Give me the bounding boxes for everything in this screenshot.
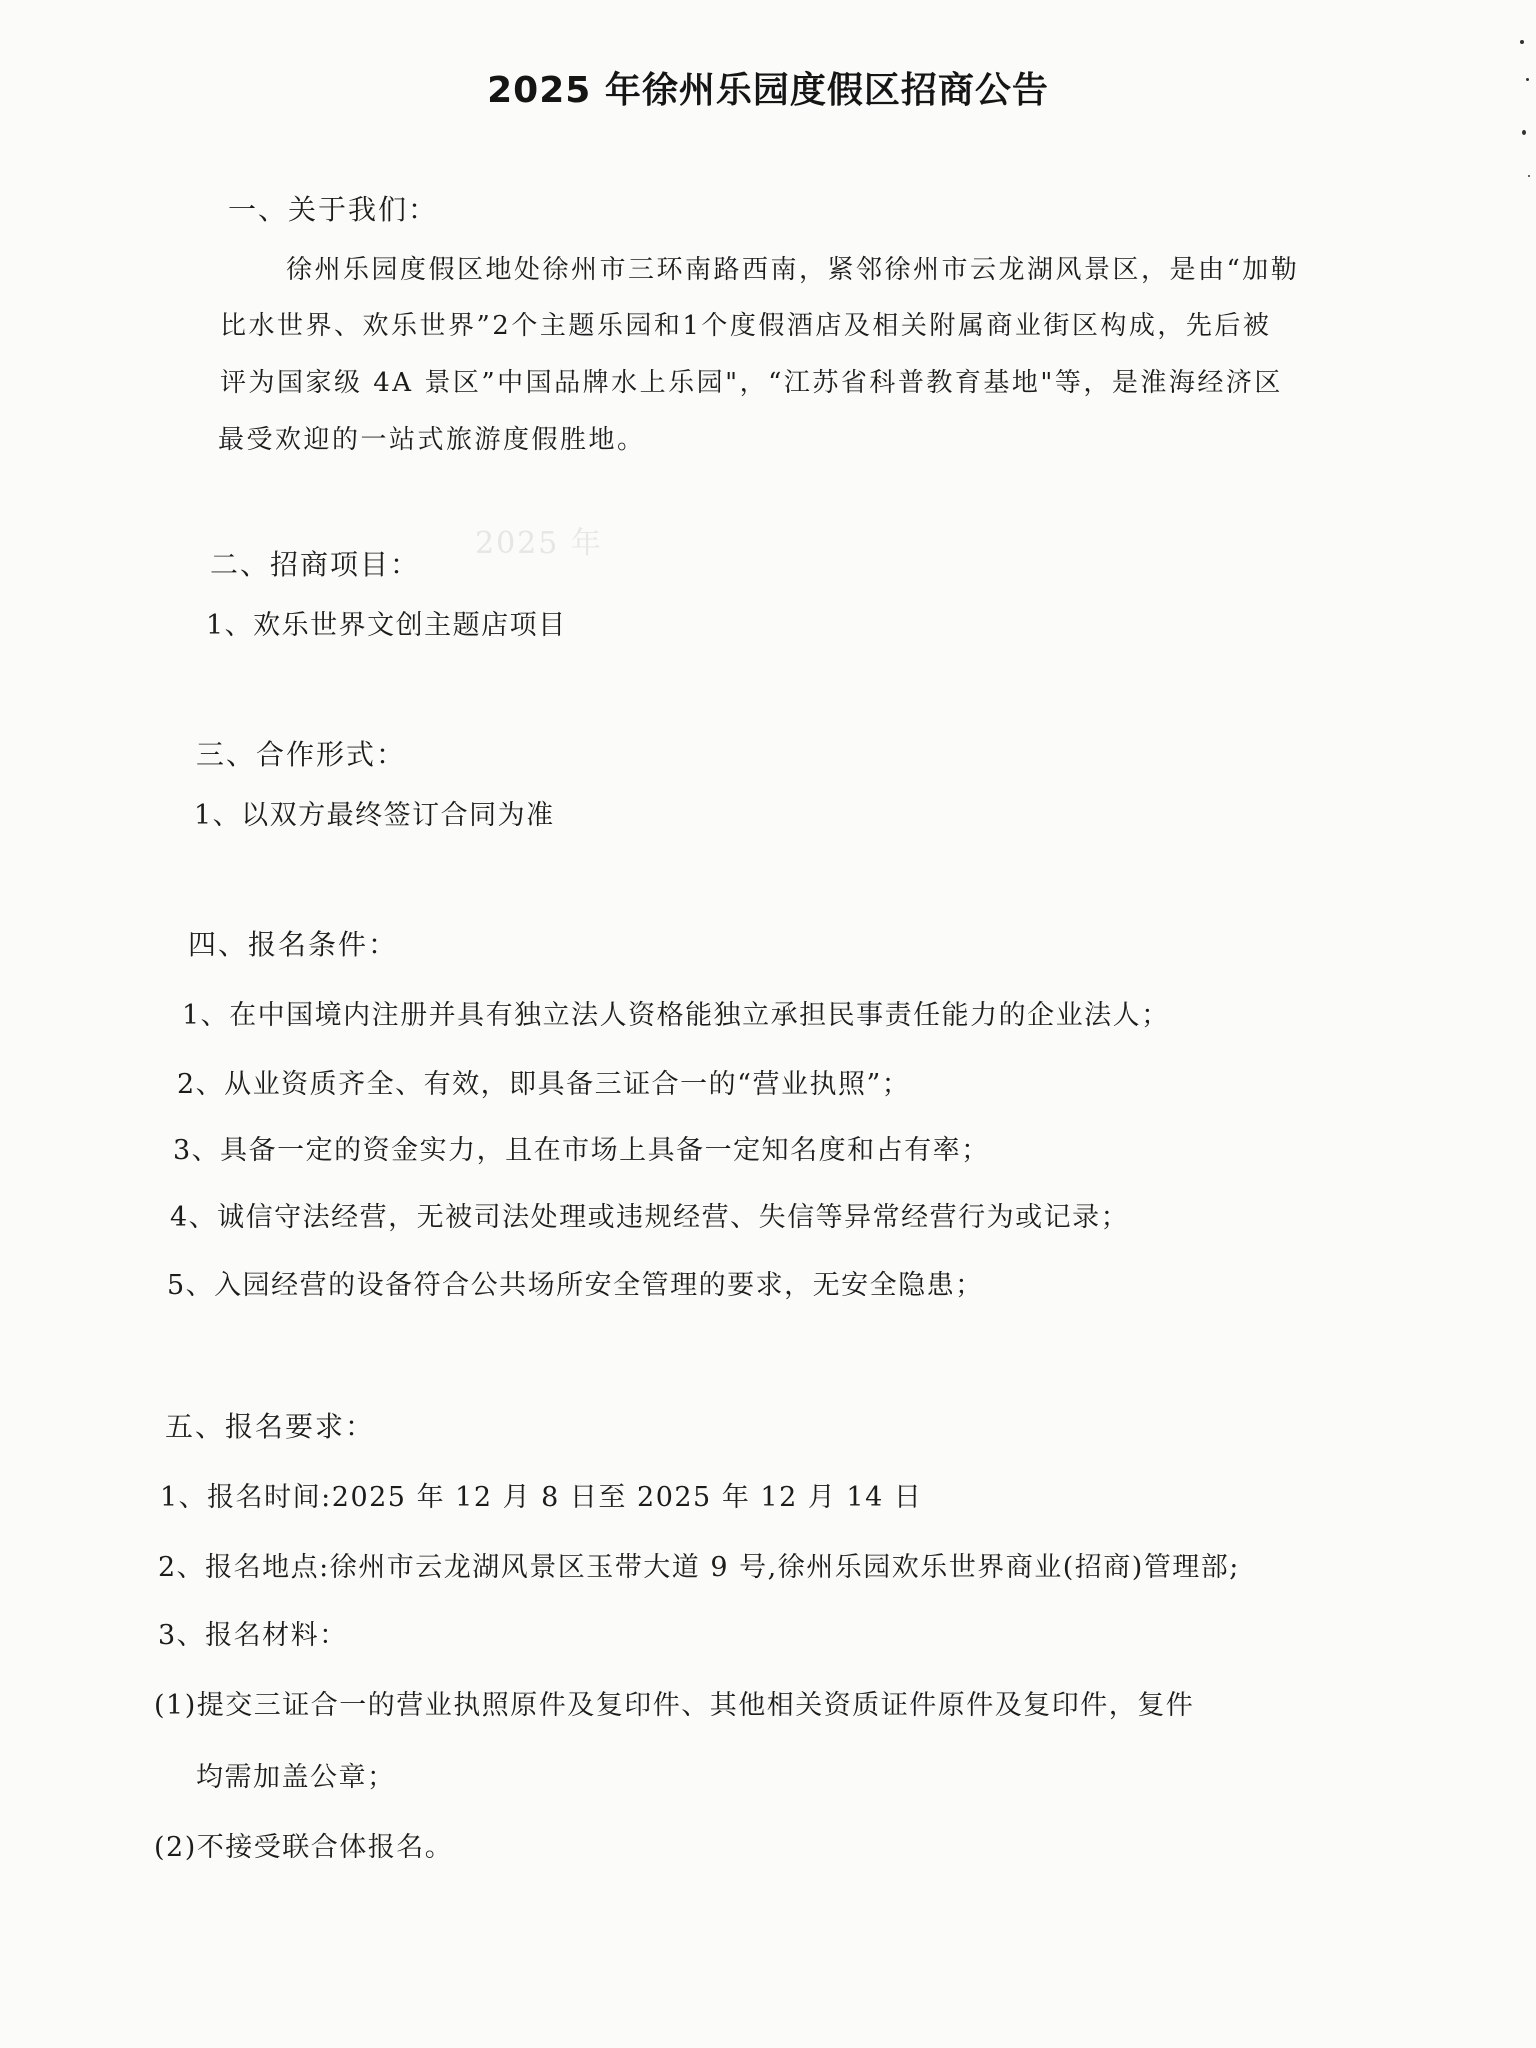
about-paragraph-line: 最受欢迎的一站式旅游度假胜地。 [218, 425, 646, 455]
section-heading-cooperation: 三、合作形式： [196, 738, 407, 771]
requirement-item: (2)不接受联合体报名。 [154, 1832, 454, 1863]
condition-item: 4、诚信守法经营，无被司法处理或违规经营、失信等异常经营行为或记录； [170, 1202, 1130, 1233]
scan-speck [1528, 175, 1530, 177]
about-paragraph-line: 评为国家级 4A 景区”中国品牌水上乐园"，“江苏省科普教育基地"等，是淮海经济区 [220, 368, 1283, 398]
scan-speck [1520, 40, 1524, 44]
condition-item: 1、在中国境内注册并具有独立法人资格能独立承担民事责任能力的企业法人； [182, 1000, 1170, 1031]
requirement-item: (1)提交三证合一的营业执照原件及复印件、其他相关资质证件原件及复印件，复件 [154, 1690, 1195, 1721]
section-heading-projects: 二、招商项目： [210, 548, 421, 581]
document-title: 2025 年徐州乐园度假区招商公告 [487, 70, 1049, 111]
requirement-item: 2、报名地点:徐州市云龙湖风景区玉带大道 9 号,徐州乐园欢乐世界商业(招商)管理部; [158, 1552, 1240, 1583]
condition-item: 5、入园经营的设备符合公共场所安全管理的要求，无安全隐患； [167, 1270, 984, 1301]
scan-speck [1522, 130, 1526, 135]
requirement-item: 1、报名时间:2025 年 12 月 8 日至 2025 年 12 月 14 日 [160, 1482, 923, 1513]
condition-item: 3、具备一定的资金实力，且在市场上具备一定知名度和占有率； [173, 1135, 990, 1166]
condition-item: 2、从业资质齐全、有效，即具备三证合一的“营业执照”； [177, 1069, 911, 1100]
requirement-item-continued: 均需加盖公章； [196, 1762, 396, 1793]
about-paragraph-line: 徐州乐园度假区地处徐州市三环南路西南，紧邻徐州市云龙湖风景区，是由“加勒 [286, 255, 1300, 285]
section-heading-conditions: 四、报名条件： [188, 928, 399, 961]
cooperation-item: 1、以双方最终签订合同为准 [194, 800, 555, 831]
bleed-through-text: 2025 年 [475, 526, 603, 561]
section-heading-about: 一、关于我们： [228, 193, 439, 226]
about-paragraph-line: 比水世界、欢乐世界”2个主题乐园和1个度假酒店及相关附属商业街区构成，先后被 [220, 311, 1272, 341]
section-heading-requirements: 五、报名要求： [165, 1410, 376, 1443]
project-item: 1、欢乐世界文创主题店项目 [206, 610, 567, 641]
requirement-item: 3、报名材料： [158, 1620, 348, 1651]
